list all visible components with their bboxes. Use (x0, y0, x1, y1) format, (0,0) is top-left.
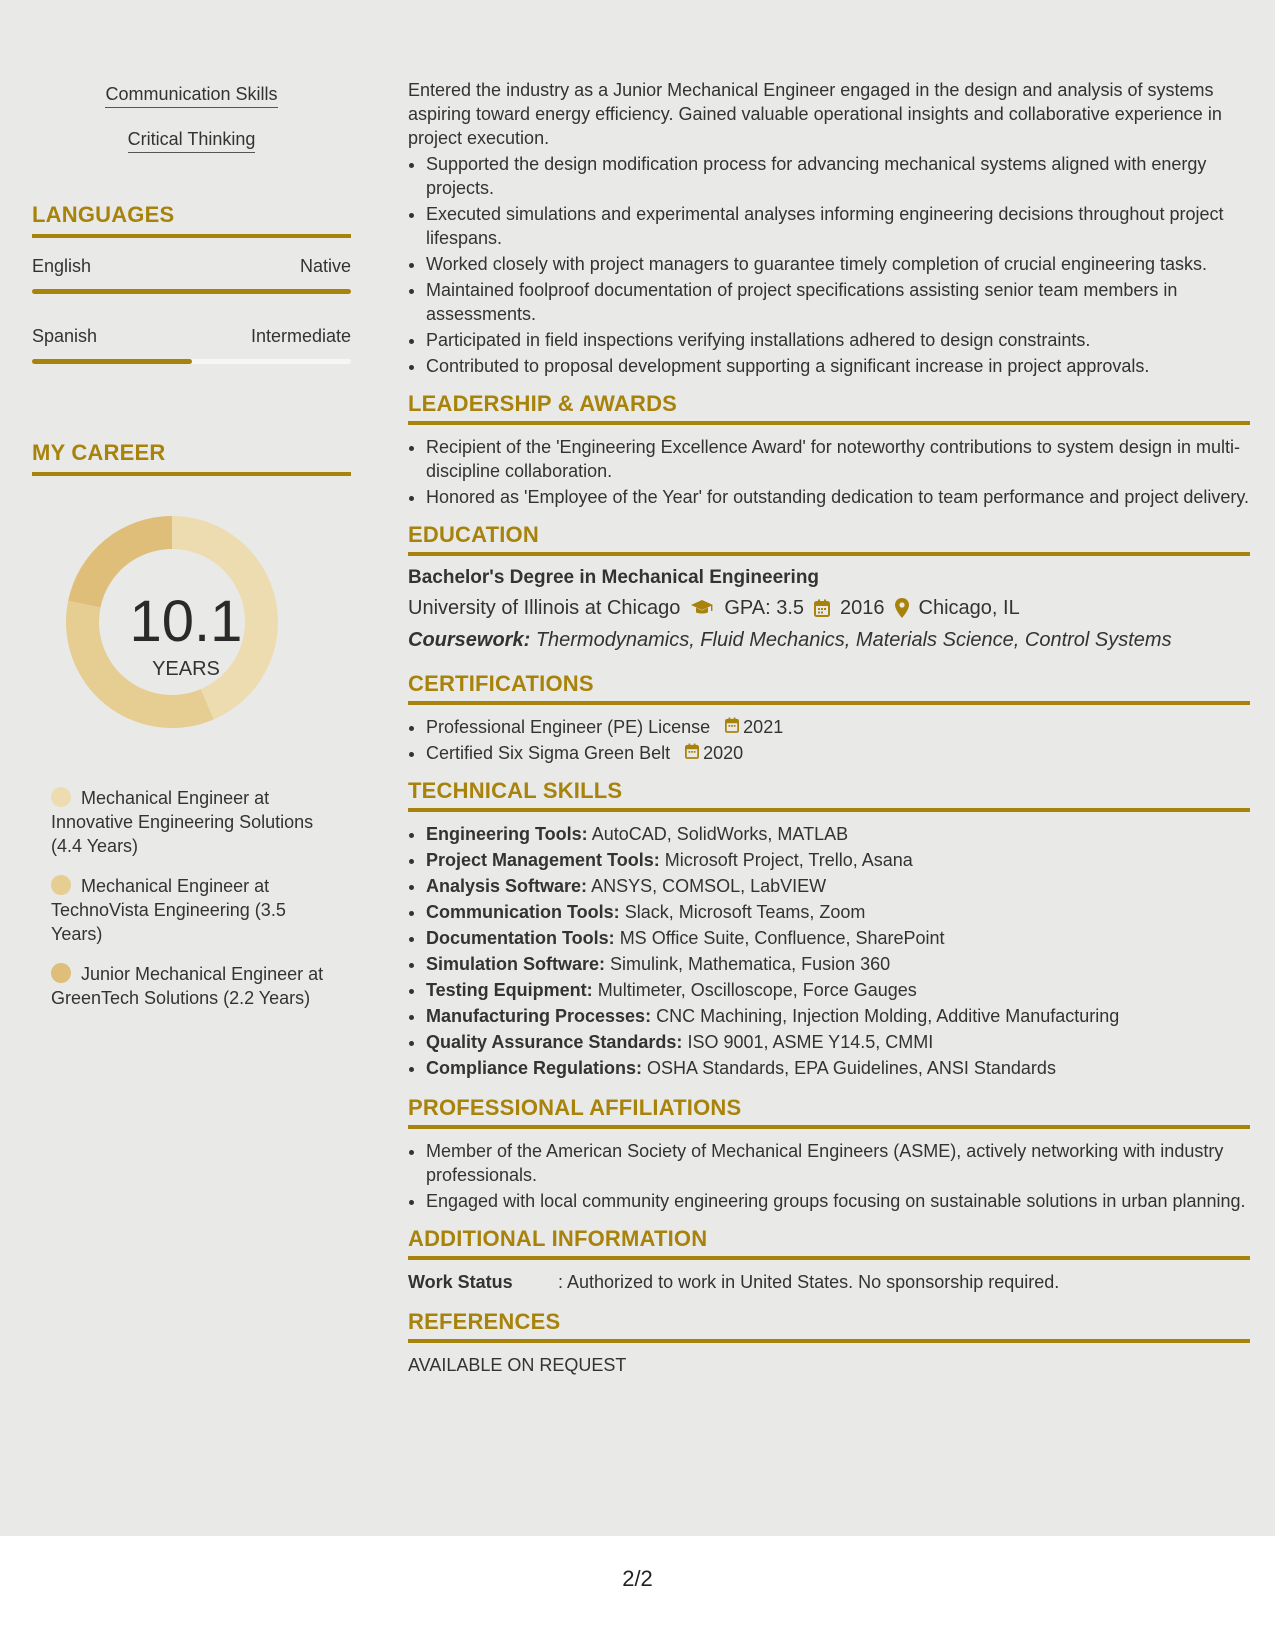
certification-item (426, 741, 1250, 765)
affiliation-bullet: • Member of the American Society of Mechanical Engineers (ASME), actively networking with industry professionals. (426, 1139, 1250, 1187)
technical-skills-section (408, 779, 1250, 1080)
affiliations-section (408, 1096, 1250, 1213)
affiliations-title: PROFESSIONAL AFFILIATIONS (408, 1096, 1250, 1129)
experience-bullet: • Participated in field inspections verifying installations adhered to design constraints. (426, 328, 1250, 352)
career-legend-item (51, 962, 331, 1010)
work-status-value: : Authorized to work in United States. No sponsorship required. (558, 1272, 1060, 1292)
experience-bullet: • Executed simulations and experimental analyses informing engineering decisions throughout project lifespans. (426, 202, 1250, 250)
language-bar-fill (32, 289, 351, 294)
technical-skills-title: TECHNICAL SKILLS (408, 779, 1250, 812)
career-legend-item (51, 786, 331, 858)
skill-values: OSHA Standards, EPA Guidelines, ANSI Standards (647, 1058, 1056, 1078)
education-location: Chicago, IL (918, 597, 1020, 619)
leadership-section (408, 392, 1250, 509)
education-title: EDUCATION (408, 523, 1250, 556)
skill-values: Microsoft Project, Trello, Asana (664, 850, 913, 870)
right-column (408, 78, 1250, 1377)
skill-category: Documentation Tools: (426, 928, 615, 948)
skill-category: Compliance Regulations: (426, 1058, 643, 1078)
career-section (32, 440, 351, 1010)
skill-category: Project Management Tools: (426, 850, 660, 870)
additional-info-title: ADDITIONAL INFORMATION (408, 1227, 1250, 1260)
references-section (408, 1310, 1250, 1377)
affiliation-bullet: • Engaged with local community engineering groups focusing on sustainable solutions in urban planning. (426, 1189, 1250, 1213)
experience-intro: Entered the industry as a Junior Mechanical Engineer engaged in the design and analysis of systems aspiring toward energy efficiency. Gained valuable operational insights and collaborative experience in project execution. (408, 80, 1222, 148)
language-bar-fill (32, 359, 192, 364)
career-title: MY CAREER (32, 440, 351, 476)
language-row (32, 326, 351, 347)
work-status-row (408, 1270, 1250, 1294)
language-level: Native (299, 256, 351, 276)
skill-values: ANSYS, COMSOL, LabVIEW (591, 876, 827, 896)
career-legend-label: Mechanical Engineer at TechnoVista Engineering (3.5 Years) (51, 876, 286, 944)
references-title: REFERENCES (408, 1310, 1250, 1343)
leadership-bullets (408, 435, 1250, 509)
skill-tag: Critical Thinking (128, 129, 256, 153)
coursework-label: Coursework: (408, 629, 531, 651)
skill-tags (32, 84, 351, 174)
experience-bullet: • Supported the design modification process for advancing mechanical systems aligned with energy projects. (426, 152, 1250, 200)
technical-skill-item (426, 1030, 1250, 1054)
additional-info-section (408, 1227, 1250, 1294)
skill-tag: Communication Skills (105, 84, 277, 108)
technical-skill-item (426, 1004, 1250, 1028)
skill-category: Quality Assurance Standards: (426, 1032, 683, 1052)
skill-values: AutoCAD, SolidWorks, MATLAB (591, 824, 849, 844)
education-year: 2016 (840, 597, 885, 619)
career-donut (66, 516, 306, 756)
skill-values: CNC Machining, Injection Molding, Additive Manufacturing (656, 1006, 1120, 1026)
coursework-text: Thermodynamics, Fluid Mechanics, Materials Science, Control Systems (535, 629, 1172, 651)
page-number: 2/2 (622, 1566, 653, 1591)
technical-skill-item (426, 874, 1250, 898)
career-total-unit: YEARS (152, 658, 220, 680)
certifications-list (408, 715, 1250, 765)
skill-values: Simulink, Mathematica, Fusion 360 (610, 954, 891, 974)
legend-dot (51, 963, 71, 983)
technical-skill-item (426, 822, 1250, 846)
skill-values: Slack, Microsoft Teams, Zoom (624, 902, 866, 922)
experience-bullets (408, 152, 1250, 378)
work-status-label: Work Status (408, 1272, 513, 1292)
experience-bullet: • Contributed to proposal development supporting a significant increase in project approvals. (426, 354, 1250, 378)
career-legend-label: Junior Mechanical Engineer at GreenTech Solutions (2.2 Years) (51, 964, 324, 1008)
legend-dot (51, 787, 71, 807)
languages-section (32, 202, 351, 364)
career-legend-label: Mechanical Engineer at Innovative Engineering Solutions (4.4 Years) (51, 788, 314, 856)
language-level: Intermediate (250, 326, 351, 346)
technical-skill-item (426, 978, 1250, 1002)
skill-category: Analysis Software: (426, 876, 588, 896)
left-column (32, 84, 351, 1026)
certification-year: 2021 (743, 717, 784, 737)
languages-title: LANGUAGES (32, 202, 351, 238)
education-school: University of Illinois at Chicago (408, 597, 681, 619)
certifications-section (408, 672, 1250, 765)
technical-skill-item (426, 952, 1250, 976)
leadership-bullet: • Honored as 'Employee of the Year' for outstanding dedication to team performance and project delivery. (426, 485, 1250, 509)
certification-name: Professional Engineer (PE) License (426, 717, 711, 737)
references-text: AVAILABLE ON REQUEST (408, 1355, 627, 1375)
career-total-years: 10.1 (129, 589, 243, 654)
language-name: English (32, 256, 92, 276)
skill-category: Communication Tools: (426, 902, 620, 922)
education-section (408, 523, 1250, 652)
language-bar (32, 289, 351, 294)
skill-category: Testing Equipment: (426, 980, 593, 1000)
certification-item (426, 715, 1250, 739)
affiliations-list (408, 1139, 1250, 1213)
certification-year: 2020 (703, 743, 744, 763)
certifications-title: CERTIFICATIONS (408, 672, 1250, 705)
career-legend (51, 786, 331, 1010)
technical-skill-item (426, 1056, 1250, 1080)
calendar-icon (814, 599, 830, 617)
language-name: Spanish (32, 326, 98, 346)
technical-skill-item (426, 926, 1250, 950)
experience-bullet: • Maintained foolproof documentation of project specifications assisting senior team members in assessments. (426, 278, 1250, 326)
skill-values: ISO 9001, ASME Y14.5, CMMI (687, 1032, 934, 1052)
calendar-icon (725, 715, 739, 739)
certification-name: Certified Six Sigma Green Belt (426, 743, 671, 763)
language-row (32, 256, 351, 277)
skill-category: Simulation Software: (426, 954, 606, 974)
education-gpa: GPA: 3.5 (724, 597, 805, 619)
education-details (408, 596, 1250, 620)
experience-bullet: • Worked closely with project managers to guarantee timely completion of crucial engineering tasks. (426, 252, 1250, 276)
technical-skills-list (408, 822, 1250, 1080)
education-coursework (408, 628, 1250, 652)
skill-values: MS Office Suite, Confluence, SharePoint (619, 928, 945, 948)
calendar-icon (685, 741, 699, 765)
technical-skill-item (426, 848, 1250, 872)
technical-skill-item (426, 900, 1250, 924)
language-bar (32, 359, 351, 364)
leadership-bullet: • Recipient of the 'Engineering Excellence Award' for noteworthy contributions to system design in multi-discipline collaboration. (426, 435, 1250, 483)
leadership-title: LEADERSHIP & AWARDS (408, 392, 1250, 425)
career-legend-item (51, 874, 331, 946)
education-degree: Bachelor's Degree in Mechanical Engineering (408, 567, 820, 588)
experience-section (408, 78, 1250, 378)
graduation-cap-icon (690, 599, 714, 617)
legend-dot (51, 875, 71, 895)
skill-values: Multimeter, Oscilloscope, Force Gauges (597, 980, 917, 1000)
skill-category: Manufacturing Processes: (426, 1006, 652, 1026)
location-pin-icon (895, 598, 909, 618)
skill-category: Engineering Tools: (426, 824, 588, 844)
